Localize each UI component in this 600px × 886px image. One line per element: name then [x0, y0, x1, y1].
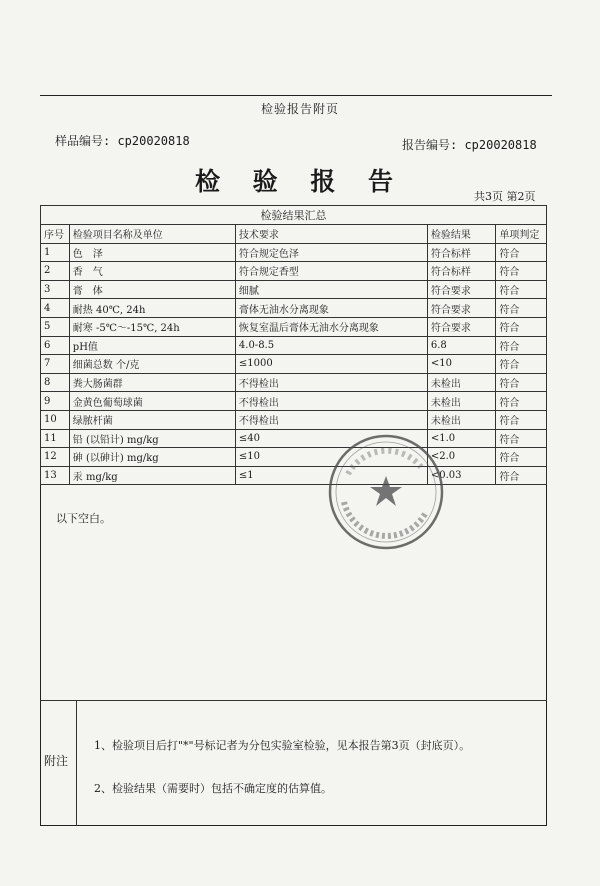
cell-requirement: ≤1	[235, 466, 427, 485]
table-row	[41, 355, 547, 374]
cell-no: 10	[41, 410, 70, 429]
cell-judgement: 符合	[496, 243, 547, 262]
cell-judgement: 符合	[496, 448, 547, 467]
cell-no: 3	[41, 280, 70, 299]
cell-requirement: 符合规定香型	[235, 262, 427, 281]
cell-judgement: 符合	[496, 466, 547, 485]
cell-no: 2	[41, 262, 70, 281]
cell-judgement: 符合	[496, 299, 547, 318]
sample-number: 样品编号: cp20020818	[55, 134, 190, 148]
cell-requirement: 膏体无油水分离现象	[235, 299, 427, 318]
cell-no: 7	[41, 355, 70, 374]
cell-no: 8	[41, 373, 70, 392]
inspection-seal-stamp	[326, 432, 446, 552]
note-item-1: 1、检验项目后打"*"号标记者为分包实验室检验，见本报告第3页（封底页）。	[94, 739, 471, 752]
attachment-title: 检验报告附页	[260, 102, 339, 116]
cell-judgement: 符合	[496, 373, 547, 392]
cell-requirement: 恢复室温后膏体无油水分离现象	[235, 317, 427, 336]
cell-requirement: 不得检出	[235, 410, 427, 429]
cell-item: 汞 mg/kg	[69, 466, 235, 485]
results-table	[40, 205, 547, 485]
cell-requirement: 细腻	[235, 280, 427, 299]
cell-result: 符合要求	[427, 299, 496, 318]
cell-result: 未检出	[427, 392, 496, 411]
cell-item: 绿脓杆菌	[69, 410, 235, 429]
notes-divider	[40, 700, 547, 701]
table-row	[41, 262, 547, 281]
table-row	[41, 280, 547, 299]
cell-no: 12	[41, 448, 70, 467]
cell-judgement: 符合	[496, 429, 547, 448]
cell-item: 铅 (以铅计) mg/kg	[69, 429, 235, 448]
cell-judgement: 符合	[496, 355, 547, 374]
cell-judgement: 符合	[496, 280, 547, 299]
cell-no: 1	[41, 243, 70, 262]
table-row	[41, 392, 547, 411]
col-header-judgement: 单项判定	[496, 225, 547, 244]
cell-result: <2.0	[427, 448, 496, 467]
cell-no: 5	[41, 317, 70, 336]
cell-result: 未检出	[427, 373, 496, 392]
col-header-result: 检验结果	[427, 225, 496, 244]
cell-no: 9	[41, 392, 70, 411]
cell-no: 11	[41, 429, 70, 448]
table-row	[41, 299, 547, 318]
cell-result: 6.8	[427, 336, 496, 355]
col-header-no: 序号	[41, 225, 70, 244]
table-row	[41, 243, 547, 262]
cell-judgement: 符合	[496, 336, 547, 355]
cell-result: <10	[427, 355, 496, 374]
col-header-requirement: 技术要求	[235, 225, 427, 244]
cell-item: pH值	[69, 336, 235, 355]
notes-column-divider	[76, 700, 77, 826]
cell-requirement: ≤40	[235, 429, 427, 448]
cell-item: 香 气	[69, 262, 235, 281]
page-title: 检 验 报 告	[194, 167, 406, 196]
notes-label: 附注	[44, 754, 69, 768]
page-indicator: 共3页 第2页	[474, 190, 536, 203]
report-number: 报告编号: cp20020818	[402, 138, 537, 152]
table-row	[41, 373, 547, 392]
cell-item: 耐寒 -5℃～-15℃, 24h	[69, 317, 235, 336]
cell-item: 耐热 40℃, 24h	[69, 299, 235, 318]
cell-item: 砷 (以砷计) mg/kg	[69, 448, 235, 467]
cell-judgement: 符合	[496, 410, 547, 429]
cell-result: 符合标样	[427, 262, 496, 281]
table-row	[41, 410, 547, 429]
cell-requirement: 4.0-8.5	[235, 336, 427, 355]
cell-item: 粪大肠菌群	[69, 373, 235, 392]
note-item-2: 2、检验结果（需要时）包括不确定度的估算值。	[94, 782, 332, 795]
cell-requirement: ≤10	[235, 448, 427, 467]
cell-result: 符合要求	[427, 280, 496, 299]
cell-no: 13	[41, 466, 70, 485]
top-rule	[40, 95, 552, 96]
cell-result: <0.03	[427, 466, 496, 485]
table-row	[41, 448, 547, 467]
cell-item: 金黄色葡萄球菌	[69, 392, 235, 411]
cell-result: 符合标样	[427, 243, 496, 262]
cell-item: 细菌总数 个/克	[69, 355, 235, 374]
cell-judgement: 符合	[496, 392, 547, 411]
blank-below-note: 以下空白。	[56, 512, 111, 525]
table-summary-title: 检验结果汇总	[41, 206, 547, 225]
col-header-item: 检验项目名称及单位	[69, 225, 235, 244]
cell-requirement: 符合规定色泽	[235, 243, 427, 262]
table-header-row	[41, 225, 547, 244]
cell-result: 未检出	[427, 410, 496, 429]
table-row	[41, 466, 547, 485]
table-row	[41, 317, 547, 336]
cell-no: 6	[41, 336, 70, 355]
cell-judgement: 符合	[496, 262, 547, 281]
cell-requirement: ≤1000	[235, 355, 427, 374]
cell-requirement: 不得检出	[235, 392, 427, 411]
cell-item: 膏 体	[69, 280, 235, 299]
cell-result: <1.0	[427, 429, 496, 448]
table-row	[41, 336, 547, 355]
cell-item: 色 泽	[69, 243, 235, 262]
table-row	[41, 429, 547, 448]
cell-judgement: 符合	[496, 317, 547, 336]
cell-no: 4	[41, 299, 70, 318]
cell-result: 符合要求	[427, 317, 496, 336]
cell-requirement: 不得检出	[235, 373, 427, 392]
